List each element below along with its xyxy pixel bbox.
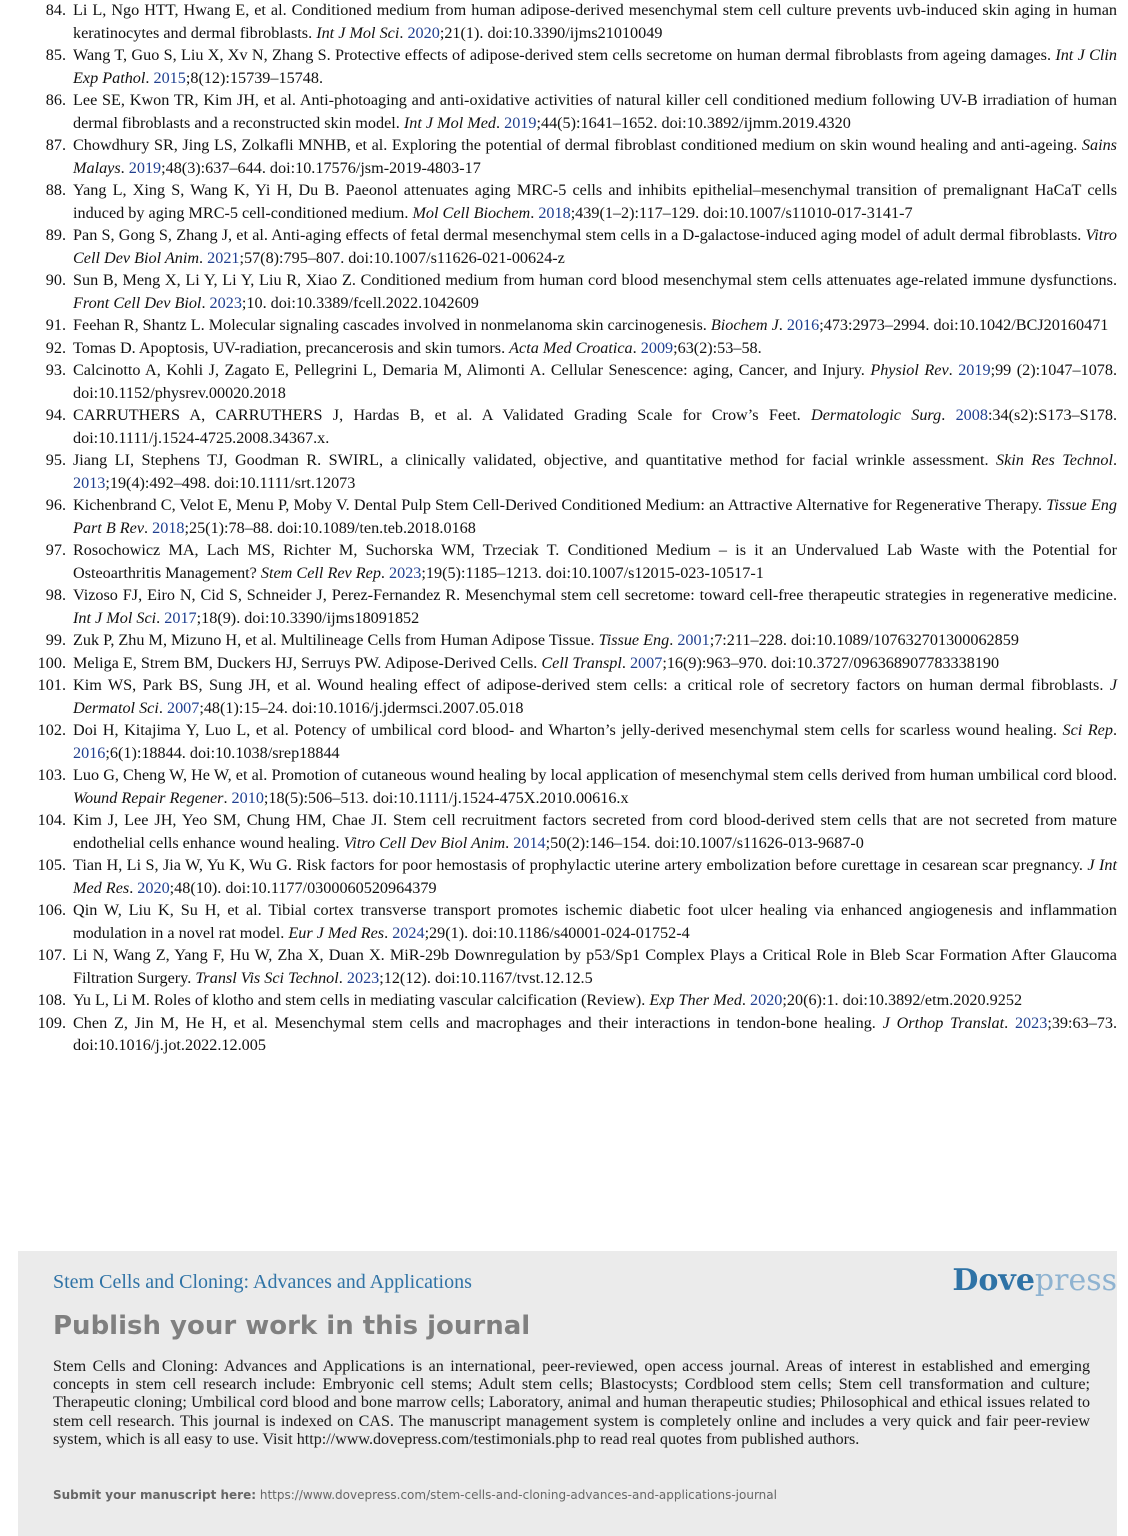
submit-url-link[interactable]: https://www.dovepress.com/stem-cells-and-cloning-advances-and-applications-journal <box>259 1488 777 1502</box>
reference-journal: Skin Res Technol <box>996 451 1113 469</box>
reference-journal: Dermatologic Surg <box>811 406 942 424</box>
reference-text: Wang T, Guo S, Liu X, Xv N, Zhang S. Protective effects of adipose-derived stem cells secretome on human dermal fibroblasts from ageing damages. <box>73 46 1056 64</box>
reference-separator: . <box>145 68 154 87</box>
logo-part-press: press <box>1034 1263 1117 1298</box>
reference-text: Meliga E, Strem BM, Duckers HJ, Serruys PW. Adipose-Derived Cells. <box>73 653 542 672</box>
reference-item <box>0 337 1128 360</box>
dovepress-logo[interactable] <box>952 1263 1117 1298</box>
reference-details: ;48(10). doi:10.1177/0300060520964379 <box>169 878 437 897</box>
reference-journal: Int J Mol Sci <box>73 608 157 627</box>
reference-year-link[interactable]: 2023 <box>346 968 380 987</box>
reference-separator: . <box>1112 721 1117 739</box>
reference-number: 96. <box>45 496 66 514</box>
reference-details: ;20(6):1. doi:10.3892/etm.2020.9252 <box>782 991 1023 1009</box>
reference-year-link[interactable]: 2021 <box>207 248 240 267</box>
reference-separator: . <box>1004 1013 1015 1032</box>
reference-separator: . <box>158 698 167 717</box>
reference-item <box>0 314 1128 337</box>
reference-text: Tian H, Li S, Jia W, Yu K, Wu G. Risk factors for poor hemostasis of prophylactic uterine artery embolization before curettage in cesarean scar pregnancy. <box>73 856 1088 874</box>
reference-item <box>0 134 1128 179</box>
reference-number: 97. <box>45 541 66 559</box>
reference-details: ;12(12). doi:10.1167/tvst.12.12.5 <box>379 968 593 987</box>
reference-separator: . <box>120 158 129 177</box>
reference-separator: . <box>741 991 751 1009</box>
reference-details: ;18(9). doi:10.3390/ijms18091852 <box>196 608 420 627</box>
reference-year-link[interactable]: 2009 <box>640 338 674 357</box>
reference-separator: . <box>156 608 165 627</box>
reference-text: Luo G, Cheng W, He W, et al. Promotion of cutaneous wound healing by local application of mesenchymal stem cells derived from human umbilical cord blood. <box>73 766 1117 784</box>
journal-name-link[interactable]: Stem Cells and Cloning: Advances and Applications <box>53 1271 472 1293</box>
reference-text: Chen Z, Jin M, He H, et al. Mesenchymal stem cells and macrophages and their interactions in tendon-bone healing. <box>73 1013 883 1032</box>
reference-separator: . <box>496 113 505 132</box>
reference-number: 98. <box>45 586 66 604</box>
reference-journal: Acta Med Croatica <box>509 338 633 357</box>
reference-details: ;21(1). doi:10.3390/ijms21010049 <box>439 23 663 42</box>
reference-text: Chowdhury SR, Jing LS, Zolkafli MNHB, et al. Exploring the potential of dermal fibroblast conditioned medium on skin wound healing and anti-ageing. <box>73 136 1082 154</box>
reference-journal: Vitro Cell Dev Biol Anim <box>343 833 506 852</box>
reference-item <box>0 359 1128 404</box>
reference-year-link[interactable]: 2023 <box>1014 1013 1048 1032</box>
reference-details: ;50(2):146–154. doi:10.1007/s11626-013-9687-0 <box>545 833 864 852</box>
reference-year-link[interactable]: 2010 <box>231 788 264 807</box>
reference-journal: Physiol Rev <box>870 361 949 379</box>
reference-details: ;63(2):53–58. <box>673 338 762 357</box>
reference-separator: . <box>201 293 210 312</box>
reference-details: ;39:63–73. doi:10.1016/j.jot.2022.12.005 <box>73 1013 1118 1054</box>
reference-journal: Eur J Med Res <box>288 923 385 942</box>
reference-text: Lee SE, Kwon TR, Kim JH, et al. Anti-photoaging and anti-oxidative activities of natural killer cell conditioned medium following UV-B irradiation of human dermal fibroblasts and a reconstructed skin model. <box>73 91 1117 132</box>
reference-item <box>0 89 1128 134</box>
reference-separator: . <box>621 653 630 672</box>
reference-number: 99. <box>45 631 66 649</box>
reference-separator: . <box>223 788 232 807</box>
reference-text: Kim WS, Park BS, Sung JH, et al. Wound healing effect of adipose-derived stem cells: a critical role of secretory factors on human dermal fibroblasts. <box>73 676 1110 694</box>
reference-number: 102. <box>37 721 66 739</box>
reference-year-link[interactable]: 2001 <box>677 631 710 649</box>
reference-year-link[interactable]: 2023 <box>209 293 242 312</box>
reference-number: 109. <box>37 1013 66 1032</box>
reference-year-link[interactable]: 2019 <box>958 361 991 379</box>
reference-details: ;99 (2):1047–1078. doi:10.1152/physrev.00020.2018 <box>73 361 1118 402</box>
reference-number: 91. <box>45 316 66 334</box>
reference-separator: . <box>941 406 956 424</box>
reference-number: 85. <box>45 46 66 64</box>
reference-year-link[interactable]: 2018 <box>152 518 185 537</box>
reference-year-link[interactable]: 2020 <box>407 23 440 42</box>
journal-description: Stem Cells and Cloning: Advances and Applications is an international, peer-reviewed, open access journal. Areas of interest in established and emerging concepts in stem cell research include: Embryonic cell stems; Adult stem cells; Blastocysts; Cordblood stem cells; Stem cell transformation and culture; Therapeutic cloning; Umbilical cord blood and bone marrow cells; Laboratory, animal and human therapeutic studies; Philosophical and ethical issues related to stem cell research. This journal is indexed on CAS. The manuscript management system is completely online and includes a very quick and fair peer-review system, which is all easy to use. Visit http://www.dovepress.com/testimonials.php to read real quotes from published authors. <box>53 1358 1090 1448</box>
reference-separator: . <box>129 878 138 897</box>
reference-year-link[interactable]: 2020 <box>137 878 170 897</box>
reference-item <box>0 629 1128 652</box>
reference-journal: Front Cell Dev Biol <box>73 293 202 312</box>
reference-number: 88. <box>45 181 66 199</box>
reference-text: Li N, Wang Z, Yang F, Hu W, Zha X, Duan X. MiR-29b Downregulation by p53/Sp1 Complex Plays a Critical Role in Bleb Scar Formation After Glaucoma Filtration Surgery. <box>73 946 1117 987</box>
reference-journal: J Dermatol Sci <box>73 676 1117 717</box>
reference-year-link[interactable]: 2017 <box>164 608 197 627</box>
reference-text: Kichenbrand C, Velot E, Menu P, Moby V. Dental Pulp Stem Cell-Derived Conditioned Medium: an Attractive Alternative for Regenerative Therapy. <box>73 496 1047 514</box>
reference-number: 108. <box>37 991 66 1009</box>
reference-item <box>0 854 1128 899</box>
reference-journal: J Int Med Res <box>73 856 1117 897</box>
reference-separator: . <box>399 23 408 42</box>
publish-heading: Publish your work in this journal <box>53 1311 531 1341</box>
reference-item <box>0 404 1128 449</box>
reference-details: ;44(5):1641–1652. doi:10.3892/ijmm.2019.4320 <box>536 113 851 132</box>
reference-number: 94. <box>45 406 66 424</box>
submit-label: Submit your manuscript here: <box>53 1488 257 1502</box>
reference-item <box>0 224 1128 269</box>
reference-journal: Cell Transpl <box>541 653 622 672</box>
reference-details: ;29(1). doi:10.1186/s40001-024-01752-4 <box>424 923 690 942</box>
reference-text: Li L, Ngo HTT, Hwang E, et al. Conditioned medium from human adipose-derived mesenchymal stem cell culture prevents uvb-induced skin aging in human keratinocytes and dermal fibroblasts. <box>73 1 1117 42</box>
reference-item <box>0 764 1128 809</box>
reference-journal: Vitro Cell Dev Biol Anim <box>73 226 1117 267</box>
reference-text: Vizoso FJ, Eiro N, Cid S, Schneider J, Perez-Fernandez R. Mesenchymal stem cell secretome: toward cell-free therapeutic strategies in regenerative medicine. <box>73 586 1117 604</box>
reference-journal: Tissue Eng Part B Rev <box>73 496 1117 537</box>
reference-text: Qin W, Liu K, Su H, et al. Tibial cortex transverse transport promotes ischemic diabetic foot ulcer healing via enhanced angiogenesis and inflammation modulation in a novel rat model. <box>73 901 1117 942</box>
reference-separator: . <box>505 833 514 852</box>
reference-journal: Int J Clin Exp Pathol <box>73 46 1118 87</box>
reference-text: CARRUTHERS A, CARRUTHERS J, Hardas B, et al. A Validated Grading Scale for Crow’s Feet. <box>73 406 812 424</box>
reference-text: Calcinotto A, Kohli J, Zagato E, Pellegrini L, Demaria M, Alimonti A. Cellular Senescence: aging, Cancer, and Injury. <box>73 361 871 379</box>
reference-year-link[interactable]: 2016 <box>73 743 106 762</box>
reference-text: Pan S, Gong S, Zhang J, et al. Anti-aging effects of fetal dermal mesenchymal stem cells in a D-galactose-induced aging model of adult dermal fibroblasts. <box>73 226 1086 244</box>
reference-details: ;7:211–228. doi:10.1089/107632701300062859 <box>709 631 1019 649</box>
reference-details: ;6(1):18844. doi:10.1038/srep18844 <box>105 743 340 762</box>
reference-separator: . <box>778 316 787 334</box>
reference-separator: . <box>530 203 539 222</box>
reference-number: 105. <box>37 856 66 874</box>
reference-separator: . <box>380 563 390 582</box>
reference-year-link[interactable]: 2014 <box>513 833 546 852</box>
reference-year-link[interactable]: 2016 <box>786 316 820 334</box>
reference-text: Sun B, Meng X, Li Y, Li Y, Liu R, Xiao Z. Conditioned medium from human cord blood mesenchymal stem cells attenuates age-related immune dysfunctions. <box>73 271 1117 289</box>
reference-journal: Biochem J <box>710 316 779 334</box>
reference-item <box>0 269 1128 314</box>
reference-separator: . <box>632 338 641 357</box>
reference-item <box>0 719 1128 764</box>
reference-year-link[interactable]: 2020 <box>750 991 783 1009</box>
reference-year-link[interactable]: 2015 <box>153 68 186 87</box>
reference-year-link[interactable]: 2007 <box>166 698 200 717</box>
reference-item <box>0 1012 1128 1057</box>
reference-separator: . <box>338 968 347 987</box>
reference-item <box>0 44 1128 89</box>
reference-details: ;48(3):637–644. doi:10.17576/jsm-2019-4803-17 <box>161 158 481 177</box>
reference-number: 92. <box>45 338 66 357</box>
reference-year-link[interactable]: 2007 <box>629 653 663 672</box>
reference-separator: . <box>948 361 959 379</box>
reference-year-link[interactable]: 2018 <box>538 203 571 222</box>
reference-text: Tomas D. Apoptosis, UV-radiation, precancerosis and skin tumors. <box>73 338 510 357</box>
reference-item <box>0 449 1128 494</box>
reference-text: Jiang LI, Stephens TJ, Goodman R. SWIRL, a clinically validated, objective, and quantitative method for facial wrinkle assessment. <box>73 451 997 469</box>
reference-journal: Tissue Eng <box>598 631 670 649</box>
reference-details: ;473:2973–2994. doi:10.1042/BCJ20160471 <box>819 316 1109 334</box>
reference-details: ;10. doi:10.3389/fcell.2022.1042609 <box>241 293 479 312</box>
reference-number: 100. <box>37 653 66 672</box>
reference-item <box>0 809 1128 854</box>
reference-separator: . <box>1112 451 1117 469</box>
logo-part-dove: Dove <box>952 1263 1035 1298</box>
reference-text: Yang L, Xing S, Wang K, Yi H, Du B. Paeonol attenuates aging MRC-5 cells and inhibits epithelial–mesenchymal transition of premalignant HaCaT cells induced by aging MRC-5 cell-conditioned medium. <box>73 181 1117 222</box>
reference-journal: Int J Mol Med <box>403 113 497 132</box>
reference-text: Doi H, Kitajima Y, Luo L, et al. Potency of umbilical cord blood- and Wharton’s jelly-derived mesenchymal stem cells for scarless wound healing. <box>73 721 1063 739</box>
reference-number: 93. <box>45 361 66 379</box>
reference-number: 95. <box>45 451 66 469</box>
reference-separator: . <box>144 518 153 537</box>
reference-number: 87. <box>45 136 66 154</box>
reference-details: ;439(1–2):117–129. doi:10.1007/s11010-017-3141-7 <box>570 203 913 222</box>
reference-journal: J Orthop Translat <box>882 1013 1005 1032</box>
reference-journal: Exp Ther Med <box>649 991 742 1009</box>
reference-journal: Stem Cell Rev Rep <box>260 563 381 582</box>
reference-separator: . <box>199 248 208 267</box>
reference-text: Rosochowicz MA, Lach MS, Richter M, Suchorska WM, Trzeciak T. Conditioned Medium – is it an Undervalued Lab Waste with the Potential for Osteoarthritis Management? <box>73 541 1117 582</box>
reference-details: :34(s2):S173–S178. doi:10.1111/j.1524-4725.2008.34367.x. <box>73 406 1118 447</box>
reference-details: ;8(12):15739–15748. <box>185 68 323 87</box>
reference-year-link[interactable]: 2019 <box>504 113 537 132</box>
reference-journal: Transl Vis Sci Technol <box>195 968 339 987</box>
reference-journal: Sains Malays <box>73 136 1117 177</box>
reference-item <box>0 899 1128 944</box>
reference-details: ;16(9):963–970. doi:10.3727/096368907783338190 <box>662 653 1000 672</box>
reference-text: Feehan R, Shantz L. Molecular signaling cascades involved in nonmelanoma skin carcinogenesis. <box>73 316 711 334</box>
reference-journal: Sci Rep <box>1062 721 1113 739</box>
reference-item <box>0 652 1128 675</box>
reference-details: ;19(4):492–498. doi:10.1111/srt.12073 <box>105 473 356 492</box>
reference-journal: Wound Repair Regener <box>73 788 224 807</box>
reference-number: 107. <box>37 946 66 964</box>
reference-details: ;25(1):78–88. doi:10.1089/ten.teb.2018.0168 <box>184 518 476 537</box>
reference-year-link[interactable]: 2013 <box>73 473 106 492</box>
reference-number: 84. <box>45 1 66 19</box>
reference-year-link[interactable]: 2024 <box>392 923 425 942</box>
reference-text: Yu L, Li M. Roles of klotho and stem cells in mediating vascular calcification (Review). <box>73 991 650 1009</box>
reference-journal: Int J Mol Sci <box>316 23 400 42</box>
reference-year-link[interactable]: 2023 <box>389 563 422 582</box>
reference-details: ;19(5):1185–1213. doi:10.1007/s12015-023-10517-1 <box>421 563 764 582</box>
submit-manuscript-line <box>53 1488 777 1502</box>
reference-number: 101. <box>37 676 66 694</box>
reference-details: ;48(1):15–24. doi:10.1016/j.jdermsci.2007.05.018 <box>199 698 524 717</box>
reference-number: 89. <box>45 226 66 244</box>
reference-details: ;57(8):795–807. doi:10.1007/s11626-021-00624-z <box>239 248 565 267</box>
reference-text: Zuk P, Zhu M, Mizuno H, et al. Multilineage Cells from Human Adipose Tissue. <box>73 631 599 649</box>
journal-promo-panel <box>18 1251 1117 1536</box>
reference-item <box>0 0 1128 44</box>
reference-number: 86. <box>45 91 66 109</box>
reference-details: ;18(5):506–513. doi:10.1111/j.1524-475X.2010.00616.x <box>263 788 629 807</box>
reference-number: 103. <box>37 766 66 784</box>
reference-separator: . <box>669 631 678 649</box>
reference-item <box>0 584 1128 629</box>
reference-text: Kim J, Lee JH, Yeo SM, Chung HM, Chae JI. Stem cell recruitment factors secreted from cord blood-derived stem cells that are not secreted from mature endothelial cells enhance wound healing. <box>73 811 1117 852</box>
reference-number: 106. <box>37 901 66 919</box>
reference-year-link[interactable]: 2008 <box>955 406 988 424</box>
reference-year-link[interactable]: 2019 <box>128 158 162 177</box>
reference-number: 104. <box>37 811 66 829</box>
reference-journal: Mol Cell Biochem <box>412 203 531 222</box>
reference-item <box>0 989 1128 1012</box>
reference-item <box>0 494 1128 539</box>
reference-item <box>0 539 1128 584</box>
reference-number: 90. <box>45 271 66 289</box>
reference-item <box>0 179 1128 224</box>
reference-separator: . <box>384 923 393 942</box>
reference-item <box>0 944 1128 989</box>
reference-item <box>0 674 1128 719</box>
